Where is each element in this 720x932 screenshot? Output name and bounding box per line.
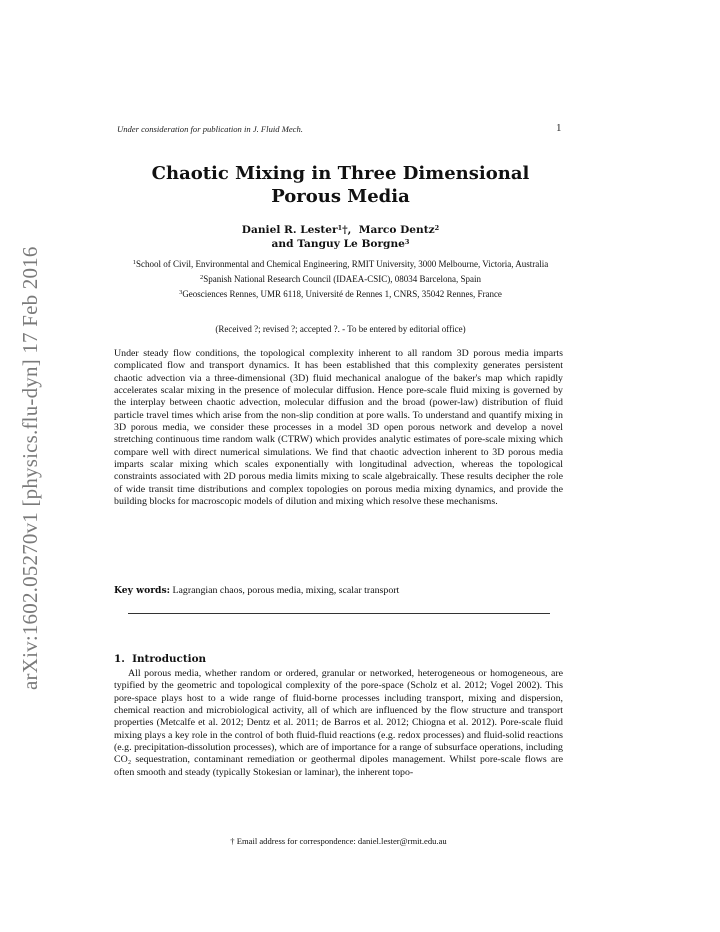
title-line-2: Porous Media xyxy=(271,186,410,207)
footnote-marker: †, xyxy=(342,224,352,236)
author-name: Marco Dentz xyxy=(358,224,435,236)
keywords xyxy=(114,585,563,596)
affiliation-number: 3 xyxy=(179,289,183,296)
section-title: Introduction xyxy=(132,653,207,665)
affiliation-marker: 2 xyxy=(434,224,440,232)
author-list xyxy=(117,224,564,251)
section-heading xyxy=(114,653,206,665)
author-name: and Tanguy Le Borgne xyxy=(271,237,405,250)
running-head: Under consideration for publication in J. Fluid Mech. xyxy=(117,124,303,134)
page-number: 1 xyxy=(556,122,562,134)
arxiv-identifier: arXiv:1602.05270v1 [physics.flu-dyn] 17 Feb 2016 xyxy=(18,246,42,690)
paper-title xyxy=(117,162,564,208)
affiliation-marker: 3 xyxy=(404,237,410,246)
author-name: Daniel R. Lester xyxy=(241,224,338,236)
keywords-label: Key words: xyxy=(114,585,171,596)
title-line-1: Chaotic Mixing in Three Dimensional xyxy=(151,163,530,184)
affiliations xyxy=(117,259,564,304)
affiliation-2 xyxy=(117,274,564,286)
affiliation-number: 1 xyxy=(132,259,136,266)
introduction-paragraph: All porous media, whether random or ordered, granular or networked, heterogeneous or homogeneous, are typified by the geometric and topological complexity of the pore-space (Scholz et al. 2012; Vogel 2002). This pore-space plays host to a wide range of fluid-borne processes including transport, mixing and dispersion, chemical reaction and microbiological activity, all of which are influenced by the flow structure and transport properties (Metcalfe et al. 2012; Dentz et al. 2011; de Barros et al. 2012; Chiogna et al. 2012). Pore-scale fluid mixing plays a key role in the control of both fluid-fluid reactions (e.g. redox processes) and fluid-solid reactions (e.g. precipitation-dissolution processes), which are of importance for a range of subsurface operations, including CO₂ sequestration, contaminant remediation or geothermal dipoles management. Whilst pore-scale flows are often smooth and steady (typically Stokesian or laminar), the inherent topo- xyxy=(114,668,563,778)
affiliation-number: 2 xyxy=(200,274,204,281)
affiliation-3 xyxy=(117,289,564,301)
keywords-text: Lagrangian chaos, porous media, mixing, scalar transport xyxy=(172,585,400,596)
correspondence-footnote: † Email address for correspondence: daniel.lester@rmit.edu.au xyxy=(230,836,447,846)
affiliation-text: Geosciences Rennes, UMR 6118, Université de Rennes 1, CNRS, 35042 Rennes, France xyxy=(182,289,502,299)
received-dates: (Received ?; revised ?; accepted ?. - To be entered by editorial office) xyxy=(215,324,466,334)
abstract-divider xyxy=(128,613,550,614)
abstract: Under steady flow conditions, the topological complexity inherent to all random 3D porous media imparts complicated flow and transport dynamics. It has been established that this complexity generates persistent chaotic advection via a three-dimensional (3D) fluid mechanical analogue of the baker's map which rapidly accelerates scalar mixing in the presence of molecular diffusion. Hence pore-scale fluid mixing is governed by the interplay between chaotic advection, molecular diffusion and the broad (power-law) distribution of fluid particle travel times which arise from the non-slip condition at pore walls. To understand and quantify mixing in 3D porous media, we consider these processes in a model 3D open porous network and develop a novel stretching continuous time random walk (CTRW) which provides analytic estimates of pore-scale mixing which compare well with direct numerical simulations. We find that chaotic advection inherent to 3D porous media imparts scalar mixing which scales exponentially with longitudinal advection, whereas the topological constraints associated with 2D porous media limits mixing to scale algebraically. These results decipher the role of wide transit time distributions and complex topologies on porous media mixing dynamics, and provide the building blocks for macroscopic models of dilution and mixing which resolve these mechanisms. xyxy=(114,348,563,508)
authors-line-1 xyxy=(117,224,564,238)
affiliation-marker: 1 xyxy=(337,224,343,232)
section-number: 1. xyxy=(114,653,125,665)
affiliation-text: School of Civil, Environmental and Chemical Engineering, RMIT University, 3000 Melbourne, Victoria, Australia xyxy=(136,259,549,269)
affiliation-1 xyxy=(117,259,564,271)
affiliation-text: Spanish National Research Council (IDAEA-CSIC), 08034 Barcelona, Spain xyxy=(203,274,481,284)
authors-line-2 xyxy=(117,238,564,252)
